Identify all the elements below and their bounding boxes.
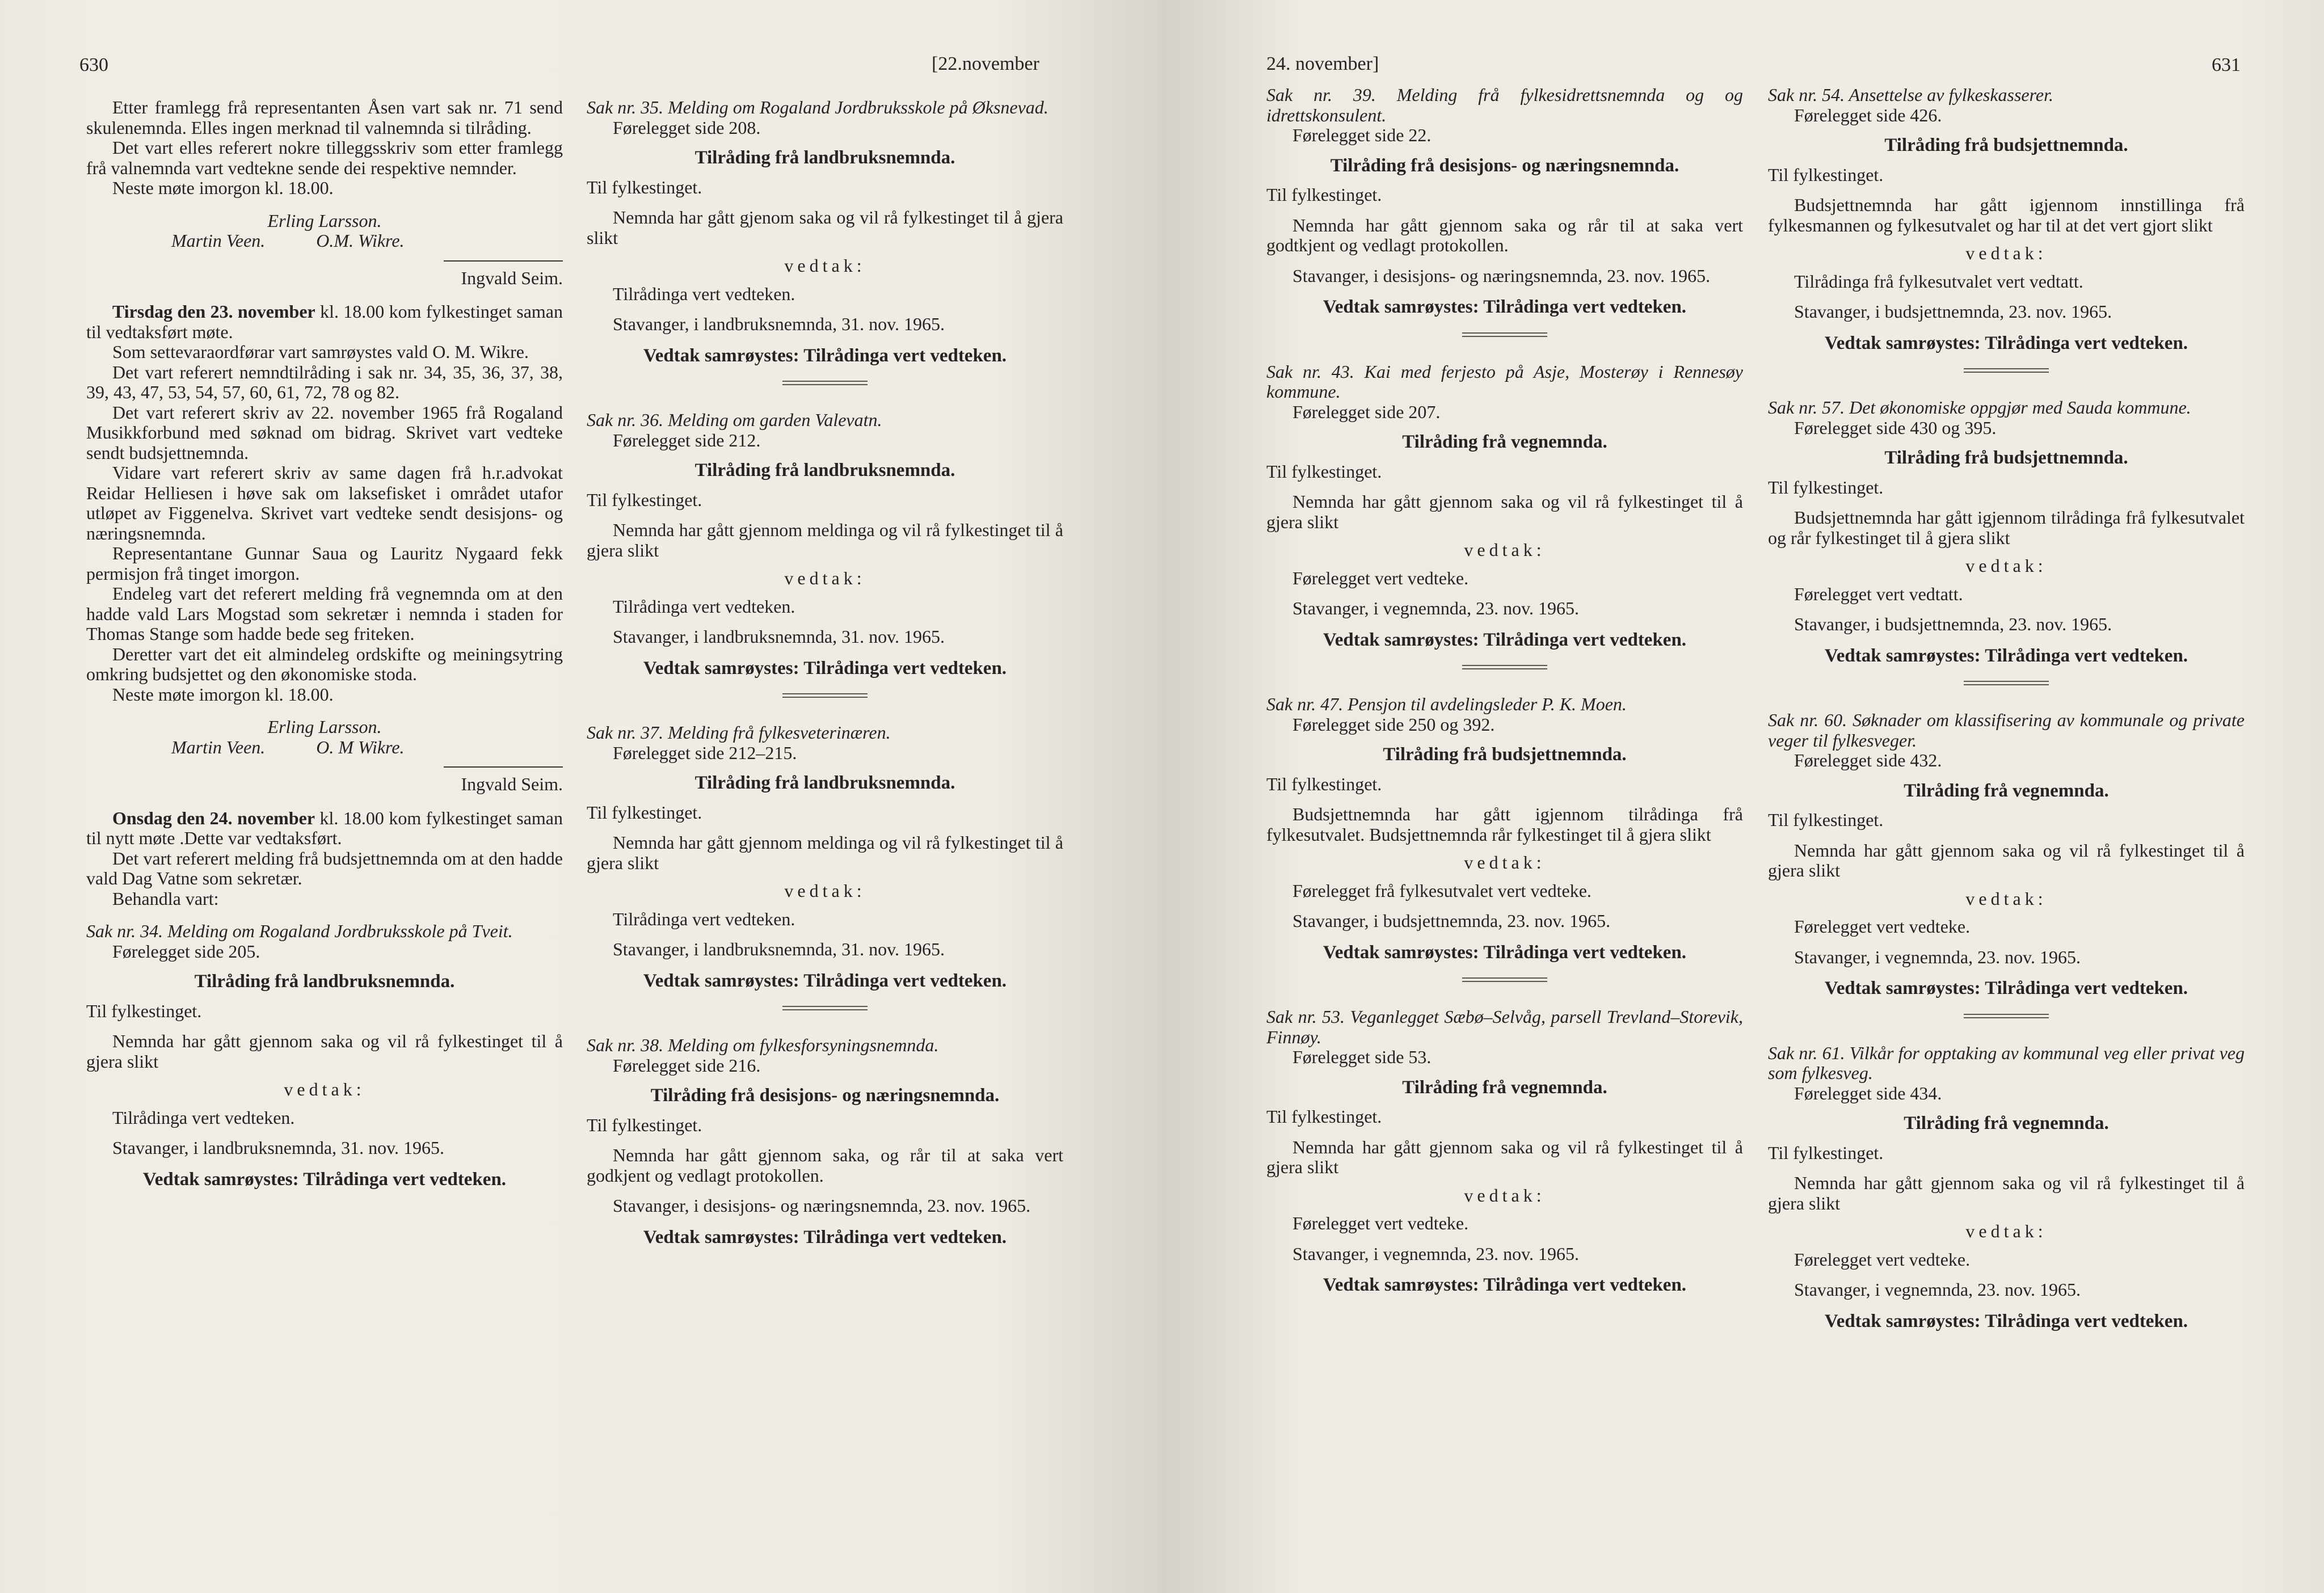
- case-addressee: Til fylkestinget.: [587, 489, 702, 510]
- paragraph: Neste møte imorgon kl. 18.00.: [112, 684, 334, 705]
- paragraph: Vidare vart referert skriv av same dagen frå h.r.advokat Reidar Helliesen i høve sak om laksefisket i området utafor utløpet av Figgenelva. Skrivet vart vedteke sendt desisjons- og næringsnemnda.: [86, 462, 563, 543]
- case-title: Sak nr. 60. Søknader om klassifisering av kommunale og private veger til fylkesveger.: [1768, 710, 2245, 751]
- paragraph: Det vart referert nemndtilråding i sak nr. 34, 35, 36, 37, 38, 39, 43, 47, 53, 54, 57, 60, 61, 72, 78 og 82.: [86, 361, 563, 402]
- case-decision: Tilrådinga vert vedteken.: [112, 1107, 295, 1128]
- case-reference: Førelegget side 212.: [613, 429, 761, 450]
- case-heading: Tilråding frå vegnemnda.: [1904, 1113, 2109, 1133]
- vedtak-label: vedtak:: [1464, 1185, 1546, 1206]
- case-place-date: Stavanger, i landbruksnemnda, 31. nov. 1965.: [613, 939, 945, 959]
- right-column-2: [1768, 85, 2245, 1331]
- case-reference: Førelegget side 250 og 392.: [1292, 714, 1495, 735]
- paragraph: Neste møte imorgon kl. 18.00.: [112, 178, 334, 198]
- left-column-1: [86, 98, 563, 1190]
- case-title: Sak nr. 43. Kai med ferjesto på Asje, Mosterøy i Rennesøy kommune.: [1266, 361, 1743, 402]
- signature-name: Martin Veen.: [171, 736, 266, 757]
- vedtak-label: vedtak:: [284, 1079, 365, 1099]
- page-number-right: 631: [2212, 54, 2241, 75]
- case-final-vote: Vedtak samrøystes: Tilrådinga vert vedteken.: [1323, 1275, 1687, 1295]
- case-title: Sak nr. 36. Melding om garden Valevatn.: [587, 410, 882, 430]
- case-decision: Tilrådinga vert vedteken.: [613, 596, 795, 617]
- case-heading: Tilråding frå desisjons- og næringsnemnda.: [650, 1085, 1000, 1106]
- case-heading: Tilråding frå budsjettnemnda.: [1383, 744, 1627, 765]
- case-decision: Førelegget vert vedtatt.: [1794, 583, 1963, 604]
- vedtak-label: vedtak:: [1464, 540, 1546, 560]
- case-title: Sak nr. 39. Melding frå fylkesidrettsnemnda og og idrettskonsulent.: [1266, 85, 1743, 125]
- case-final-vote: Vedtak samrøystes: Tilrådinga vert vedteken.: [1824, 332, 2188, 353]
- paragraph: Det vart referert skriv av 22. november 1965 frå Rogaland Musikkforbund med søknad om bidrag. Skrivet vart vedteke sendt budsjettnemnda.: [86, 402, 563, 463]
- case-addressee: Til fylkestinget.: [1266, 1106, 1382, 1127]
- signature-name: Martin Veen.: [171, 230, 266, 251]
- case-place-date: Stavanger, i desisjons- og næringsnemnda, 23. nov. 1965.: [613, 1195, 1031, 1216]
- case-decision: Førelegget vert vedteke.: [1794, 1249, 1971, 1270]
- day-heading: [86, 302, 563, 342]
- case-final-vote: Vedtak samrøystes: Tilrådinga vert vedteken.: [643, 658, 1007, 678]
- case-heading: Tilråding frå desisjons- og næringsnemnda.: [1330, 155, 1679, 176]
- case-place-date: Stavanger, i vegnemnda, 23. nov. 1965.: [1794, 1279, 2081, 1300]
- case-addressee: Til fylkestinget.: [1768, 810, 1884, 830]
- section-divider: [1462, 977, 1547, 982]
- case-addressee: Til fylkestinget.: [1768, 164, 1884, 185]
- case-addressee: Til fylkestinget.: [1266, 184, 1382, 205]
- vedtak-label: vedtak:: [1965, 888, 2047, 909]
- case-body: Nemnda har gått gjennom meldinga og vil rå fylkestinget til å gjera slikt: [587, 520, 1063, 560]
- case-decision: Førelegget vert vedteke.: [1794, 916, 1971, 937]
- day-text: kl. 18.00 kom fylkestinget saman til nytt møte .Dette var vedtaksført.: [86, 807, 563, 848]
- case-place-date: Stavanger, i landbruksnemnda, 31. nov. 1965.: [112, 1137, 444, 1158]
- case-title: Sak nr. 38. Melding om fylkesforsyningsnemnda.: [587, 1035, 939, 1055]
- case-heading: Tilråding frå landbruksnemnda.: [694, 773, 955, 793]
- case-title: Sak nr. 54. Ansettelse av fylkeskasserer.: [1768, 85, 2053, 105]
- section-divider: [782, 381, 868, 385]
- case-reference: Førelegget side 430 og 395.: [1794, 417, 1997, 438]
- case-body: Nemnda har gått gjennom saka, og rår til at saka vert godkjent og vedlagt protokollen.: [587, 1145, 1063, 1186]
- case-reference: Førelegget side 426.: [1794, 104, 1942, 125]
- section-divider: [782, 693, 868, 698]
- case-final-vote: Vedtak samrøystes: Tilrådinga vert vedteken.: [142, 1169, 507, 1190]
- signature-name: O. M Wikre.: [316, 736, 405, 757]
- case-body: Nemnda har gått gjennom meldinga og vil rå fylkestinget til å gjera slikt: [587, 832, 1063, 873]
- case-addressee: Til fylkestinget.: [1768, 477, 1884, 498]
- case-final-vote: Vedtak samrøystes: Tilrådinga vert vedteken.: [1824, 978, 2188, 998]
- case-decision: Førelegget vert vedteke.: [1292, 567, 1469, 588]
- vedtak-label: vedtak:: [1965, 243, 2047, 263]
- case-heading: Tilråding frå budsjettnemnda.: [1884, 448, 2128, 468]
- case-heading: Tilråding frå landbruksnemnda.: [194, 971, 455, 992]
- day-text: kl. 18.00 kom fylkestinget saman til vedtaksført møte.: [86, 301, 563, 342]
- vedtak-label: vedtak:: [1464, 852, 1546, 873]
- case-title: Sak nr. 35. Melding om Rogaland Jordbruksskole på Øksnevad.: [587, 97, 1049, 117]
- paragraph: Etter framlegg frå representanten Åsen vart sak nr. 71 send skulenemnda. Elles ingen merknad til valnemnda si tilråding.: [86, 97, 563, 138]
- signature-secretary: Ingvald Seim.: [461, 774, 563, 794]
- signature-name: O.M. Wikre.: [316, 230, 405, 251]
- day-label: Tirsdag den 23. november: [112, 301, 315, 322]
- section-divider: [1964, 368, 2049, 373]
- paragraph: Det vart elles referert nokre tilleggsskriv som etter framlegg frå valnemnda vart vedtekne sende dei respektive nemnder.: [86, 137, 563, 178]
- case-place-date: Stavanger, i desisjons- og næringsnemnda, 23. nov. 1965.: [1292, 265, 1711, 286]
- day-heading: [86, 808, 563, 849]
- case-decision: Tilrådinga frå fylkesutvalet vert vedtatt.: [1794, 271, 2083, 292]
- case-place-date: Stavanger, i budsjettnemnda, 23. nov. 1965.: [1794, 614, 2112, 634]
- section-divider: [782, 1006, 868, 1010]
- signature-rule: [444, 766, 563, 768]
- right-column-1: [1266, 85, 1743, 1296]
- case-title: Sak nr. 47. Pensjon til avdelingsleder P. K. Moen.: [1266, 694, 1627, 714]
- paragraph: Deretter vart det eit almindeleg ordskifte og meiningsytring omkring budsjettet og den økonomiske stoda.: [86, 643, 563, 684]
- case-addressee: Til fylkestinget.: [86, 1000, 202, 1021]
- case-addressee: Til fylkestinget.: [1768, 1142, 1884, 1163]
- paragraph: Behandla vart:: [112, 888, 219, 909]
- case-place-date: Stavanger, i landbruksnemnda, 31. nov. 1965.: [613, 626, 945, 647]
- signature-chair: Erling Larsson.: [267, 210, 382, 231]
- case-final-vote: Vedtak samrøystes: Tilrådinga vert vedteken.: [1323, 629, 1687, 650]
- paragraph: Representantane Gunnar Saua og Lauritz Nygaard fekk permisjon frå tinget imorgon.: [86, 543, 563, 584]
- case-addressee: Til fylkestinget.: [587, 1114, 702, 1135]
- day-label: Onsdag den 24. november: [112, 807, 315, 828]
- case-title: Sak nr. 57. Det økonomiske oppgjør med Sauda kommune.: [1768, 397, 2191, 418]
- case-body: Nemnda har gått gjennom saka og rår til at saka vert godtkjent og vedlagt protokollen.: [1266, 214, 1743, 255]
- case-reference: Førelegget side 212–215.: [613, 742, 797, 763]
- case-place-date: Stavanger, i vegnemnda, 23. nov. 1965.: [1292, 598, 1579, 618]
- signature-rule: [444, 260, 563, 262]
- case-body: Budsjettnemnda har gått igjennom innstillinga frå fylkesmannen og fylkesutvalet og har til at det vert gjort slikt: [1768, 195, 2245, 235]
- case-final-vote: Vedtak samrøystes: Tilrådinga vert vedteken.: [643, 345, 1007, 366]
- case-body: Nemnda har gått gjennom saka og vil rå fylkestinget til å gjera slikt: [1768, 1173, 2245, 1213]
- case-heading: Tilråding frå landbruksnemnda.: [694, 148, 955, 168]
- case-body: Budsjettnemnda har gått igjennom tilrådinga frå fylkesutvalet og rår fylkestinget til å gjera slikt: [1768, 507, 2245, 548]
- vedtak-label: vedtak:: [784, 255, 866, 276]
- left-column-2: [587, 98, 1063, 1248]
- case-place-date: Stavanger, i budsjettnemnda, 23. nov. 1965.: [1292, 911, 1611, 931]
- case-heading: Tilråding frå vegnemnda.: [1402, 1077, 1607, 1098]
- case-decision: Førelegget vert vedteke.: [1292, 1213, 1469, 1233]
- signature-chair: Erling Larsson.: [267, 717, 382, 737]
- case-title: Sak nr. 53. Veganlegget Sæbø–Selvåg, parsell Trevland–Storevik, Finnøy.: [1266, 1006, 1743, 1047]
- case-final-vote: Vedtak samrøystes: Tilrådinga vert vedteken.: [1323, 297, 1687, 317]
- case-decision: Tilrådinga vert vedteken.: [613, 908, 795, 929]
- case-reference: Førelegget side 205.: [112, 941, 260, 962]
- paragraph: Som settevaraordførar vart samrøystes vald O. M. Wikre.: [112, 342, 529, 362]
- running-head-left: [22.november: [932, 53, 1039, 74]
- vedtak-label: vedtak:: [784, 880, 866, 901]
- case-reference: Førelegget side 434.: [1794, 1082, 1942, 1103]
- vedtak-label: vedtak:: [1965, 1221, 2047, 1241]
- case-decision: Førelegget frå fylkesutvalet vert vedteke.: [1292, 880, 1592, 901]
- case-body: Nemnda har gått gjennom saka og vil rå fylkestinget til å gjera slikt: [86, 1031, 563, 1072]
- signature-secretary: Ingvald Seim.: [461, 267, 563, 288]
- case-title: Sak nr. 37. Melding frå fylkesveterinæren.: [587, 722, 891, 743]
- case-reference: Førelegget side 207.: [1292, 401, 1441, 422]
- case-place-date: Stavanger, i landbruksnemnda, 31. nov. 1965.: [613, 314, 945, 334]
- case-body: Nemnda har gått gjenom saka og vil rå fylkestinget til å gjera slikt: [587, 207, 1063, 248]
- case-place-date: Stavanger, i vegnemnda, 23. nov. 1965.: [1292, 1243, 1579, 1264]
- case-reference: Førelegget side 22.: [1292, 125, 1432, 145]
- page-number-left: 630: [79, 54, 108, 75]
- case-title: Sak nr. 34. Melding om Rogaland Jordbruksskole på Tveit.: [86, 921, 513, 941]
- case-final-vote: Vedtak samrøystes: Tilrådinga vert vedteken.: [643, 1227, 1007, 1248]
- case-reference: Førelegget side 432.: [1794, 750, 1942, 770]
- vedtak-label: vedtak:: [784, 568, 866, 588]
- case-final-vote: Vedtak samrøystes: Tilrådinga vert vedteken.: [1323, 942, 1687, 963]
- paragraph: Endeleg vart det referert melding frå vegnemnda om at den hadde vald Lars Mogstad som sekretær i nemnda i staden for Thomas Stange som hadde bede seg friteken.: [86, 583, 563, 644]
- case-heading: Tilråding frå vegnemnda.: [1904, 780, 2109, 801]
- section-divider: [1462, 332, 1547, 337]
- case-addressee: Til fylkestinget.: [1266, 773, 1382, 794]
- case-addressee: Til fylkestinget.: [587, 176, 702, 197]
- case-final-vote: Vedtak samrøystes: Tilrådinga vert vedteken.: [1824, 645, 2188, 666]
- section-divider: [1462, 665, 1547, 669]
- case-final-vote: Vedtak samrøystes: Tilrådinga vert vedteken.: [1824, 1310, 2188, 1331]
- signature-pair: [86, 231, 563, 251]
- case-body: Budsjettnemnda har gått igjennom tilrådinga frå fylkesutvalet. Budsjettnemnda rår fylkestinget til å gjera slikt: [1266, 804, 1743, 845]
- section-divider: [1964, 681, 2049, 685]
- case-body: Nemnda har gått gjennom saka og vil rå fylkestinget til å gjera slikt: [1768, 840, 2245, 880]
- case-heading: Tilråding frå landbruksnemnda.: [694, 460, 955, 481]
- paragraph: Det vart referert melding frå budsjettnemnda om at den hadde vald Dag Vatne som sekretær.: [86, 848, 563, 888]
- case-place-date: Stavanger, i vegnemnda, 23. nov. 1965.: [1794, 946, 2081, 967]
- case-addressee: Til fylkestinget.: [1266, 461, 1382, 482]
- case-decision: Tilrådinga vert vedteken.: [613, 283, 795, 304]
- case-reference: Førelegget side 53.: [1292, 1047, 1432, 1067]
- case-final-vote: Vedtak samrøystes: Tilrådinga vert vedteken.: [643, 970, 1007, 991]
- vedtak-label: vedtak:: [1965, 555, 2047, 576]
- case-heading: Tilråding frå budsjettnemnda.: [1884, 135, 2128, 155]
- case-heading: Tilråding frå vegnemnda.: [1402, 432, 1607, 452]
- case-place-date: Stavanger, i budsjettnemnda, 23. nov. 1965.: [1794, 301, 2112, 322]
- right-page: [1162, 0, 2324, 1593]
- running-head-right: 24. november]: [1266, 53, 1379, 74]
- signature-pair: [86, 738, 563, 758]
- case-reference: Førelegget side 216.: [613, 1055, 761, 1076]
- section-divider: [1964, 1014, 2049, 1018]
- case-body: Nemnda har gått gjennom saka og vil rå fylkestinget til å gjera slikt: [1266, 491, 1743, 532]
- case-title: Sak nr. 61. Vilkår for opptaking av kommunal veg eller privat veg som fylkesveg.: [1768, 1042, 2245, 1083]
- case-body: Nemnda har gått gjennom saka og vil rå fylkestinget til å gjera slikt: [1266, 1136, 1743, 1177]
- case-addressee: Til fylkestinget.: [587, 802, 702, 823]
- case-reference: Førelegget side 208.: [613, 117, 761, 138]
